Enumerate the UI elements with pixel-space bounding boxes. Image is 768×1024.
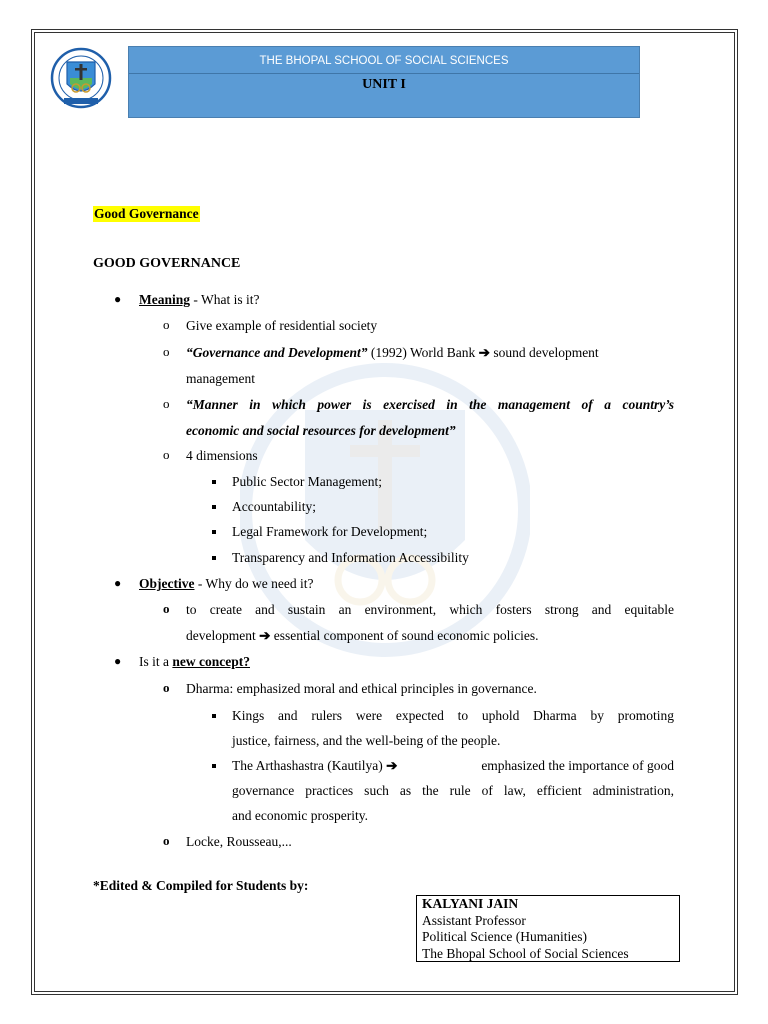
unit-title: UNIT I [362, 77, 406, 92]
concept-dharma: Dharma: emphasized moral and ethical principles in governance. [186, 681, 537, 696]
objective-label: Objective [139, 576, 195, 591]
bullet-square [212, 480, 216, 484]
arrow-icon: ➔ [478, 345, 490, 360]
gd-continuation: management [186, 371, 255, 386]
header-banner [128, 46, 640, 118]
bullet-disc: ● [114, 576, 122, 590]
gd-quote: “Governance and Development” [186, 345, 368, 360]
dimension-item: Public Sector Management; [232, 474, 382, 489]
section-title: GOOD GOVERNANCE [93, 256, 241, 271]
meaning-item-gd [186, 340, 599, 366]
dimension-item: Legal Framework for Development; [232, 524, 428, 539]
objective-line1: to create and sustain an environment, which fosters strong and equitable [186, 602, 674, 617]
objective-heading [139, 571, 313, 597]
school-logo [50, 44, 112, 116]
bullet-circle: o [163, 833, 170, 848]
bullet-square [212, 714, 216, 718]
bullet-circle: o [163, 396, 170, 411]
objective-line2 [186, 623, 538, 649]
manner-quote-line2: economic and social resources for development” [186, 423, 456, 438]
dimension-item: Accountability; [232, 499, 316, 514]
bullet-circle: o [163, 317, 170, 332]
concept-artha-line2: governance practices such as the rule of law, efficient administration, [232, 783, 674, 798]
manner-quote-line1: “Manner in which power is exercised in the management of a country’s [186, 397, 674, 412]
concept-artha-line1 [232, 753, 674, 779]
bullet-circle: o [163, 447, 170, 462]
bullet-square [212, 505, 216, 509]
meaning-question: - What is it? [190, 292, 260, 307]
concept-heading [139, 649, 250, 675]
gd-result: sound development [489, 345, 599, 360]
concept-prefix: Is it a [139, 654, 173, 669]
author-dept: Political Science (Humanities) [422, 929, 587, 944]
author-name: KALYANI JAIN [422, 896, 519, 911]
bullet-disc: ● [114, 292, 122, 306]
gd-rest: (1992) World Bank [367, 345, 476, 360]
compiled-by-note: *Edited & Compiled for Students by: [93, 878, 309, 893]
bullet-circle: o [163, 344, 170, 359]
meaning-label: Meaning [139, 292, 191, 307]
arrow-icon: ➔ [259, 628, 271, 643]
objective-line2-start: development [186, 628, 256, 643]
author-title: Assistant Professor [422, 912, 526, 928]
school-name: THE BHOPAL SCHOOL OF SOCIAL SCIENCES [259, 55, 509, 67]
objective-question: - Why do we need it? [194, 576, 314, 591]
bullet-disc: ● [114, 654, 122, 668]
concept-label: new concept? [172, 654, 250, 669]
bullet-square [212, 556, 216, 560]
author-school: The Bhopal School of Social Sciences [422, 945, 629, 961]
bullet-circle: o [163, 601, 170, 616]
author-box [416, 895, 680, 962]
bullet-square [212, 764, 216, 768]
concept-locke: Locke, Rousseau,... [186, 834, 292, 849]
header-divider [129, 73, 639, 74]
artha-start: The Arthashastra (Kautilya) [232, 758, 383, 773]
topic-title: Good Governance [94, 206, 199, 221]
objective-line2-end: essential component of sound economic policies. [270, 628, 539, 643]
bullet-square [212, 530, 216, 534]
meaning-heading [139, 287, 260, 313]
artha-end: emphasized the importance of good [481, 758, 674, 773]
arrow-icon: ➔ [386, 758, 398, 773]
concept-kings-line1: Kings and rulers were expected to uphold Dharma by promoting [232, 708, 674, 723]
meaning-item-dimensions: 4 dimensions [186, 448, 258, 463]
meaning-item-residential: Give example of residential society [186, 318, 378, 333]
dimension-item: Transparency and Information Accessibility [232, 550, 469, 565]
bullet-circle: o [163, 680, 170, 695]
concept-artha-line3: and economic prosperity. [232, 808, 368, 823]
concept-kings-line2: justice, fairness, and the well-being of the people. [232, 733, 501, 748]
